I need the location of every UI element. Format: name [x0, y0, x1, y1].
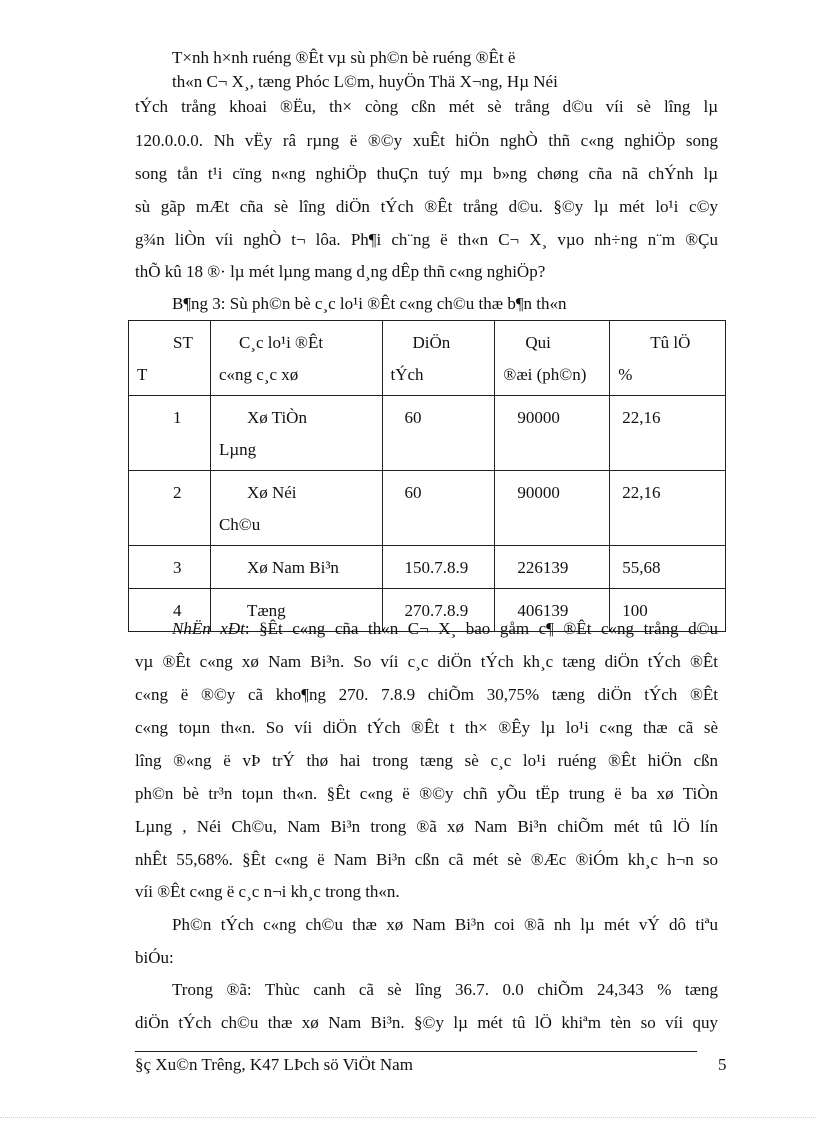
- header-land-type: C¸c lo¹i ®Êt c«ng c¸c xø: [210, 321, 382, 396]
- cell-land-name: Xø TiÒn Lµng: [210, 396, 382, 471]
- land-distribution-table: [128, 320, 726, 632]
- header-converted: Qui ®æi (ph©n): [495, 321, 610, 396]
- cell-area: 60: [382, 396, 495, 471]
- page-bottom-edge: [0, 1117, 816, 1118]
- para2-line: c«ng ë ®©y cã kho¶ng 270. 7.8.9 chiÕm 30,75% tæng diÖn tÝch ®Êt: [135, 685, 718, 704]
- table-row: [129, 471, 726, 546]
- cell-area: 270.7.8.9: [382, 589, 495, 632]
- para2-line: c«ng toµn th«n. So víi diÖn tÝch ®Êt t th× ®Êy lµ lo¹i c«ng thæ cã sè: [135, 718, 718, 737]
- table-caption: B¶ng 3: Sù ph©n bè c¸c lo¹i ®Êt c«ng ch©u thæ b¶n th«n: [172, 294, 567, 313]
- para2-line: Lµng , Néi Ch©u, Nam Bi³n trong ®ã xø Nam Bi³n chiÕm mét tû lÖ lín: [135, 817, 718, 836]
- para2-line: vµ ®Êt c«ng xø Nam Bi³n. So víi c¸c diÖn tÝch kh¸c tæng diÖn tÝch ®Êt: [135, 652, 718, 671]
- para1-line: g¾n liÒn víi nghÒ t¬ lôa. Ph¶i ch¨ng ë th«n C¬ X¸ vµo nh÷ng n¨m ®Çu: [135, 230, 718, 249]
- cell-ratio: 22,16: [610, 396, 726, 471]
- header-stt: ST T: [129, 321, 211, 396]
- cell-area: 150.7.8.9: [382, 546, 495, 589]
- cell-stt: 2: [129, 471, 211, 546]
- note-label: NhËn xÐt: [172, 619, 245, 638]
- header-ratio: Tû lÖ %: [610, 321, 726, 396]
- para1-line: sù gãp mÆt cña sè lîng diÖn tÝch ®Êt trång d©u. §©y lµ mét lo¹i c©y: [135, 197, 718, 216]
- cell-land-name: Xø Nam Bi³n: [210, 546, 382, 589]
- para1-line: thÕ kû 18 ®· lµ mét lµng mang d¸ng dÊp thñ c«ng nghiÖp?: [135, 262, 546, 281]
- para4-line: Trong ®ã: Thùc canh cã sè lîng 36.7. 0.0 chiÕm 24,343 % tæng: [172, 980, 718, 999]
- para2-line: víi ®Êt c«ng ë c¸c n¬i kh¸c trong th«n.: [135, 882, 400, 901]
- cell-ratio: 22,16: [610, 471, 726, 546]
- para2-first-line: NhËn xÐt: §Êt c«ng cña th«n C¬ X¸ bao gåm c¶ ®Êt c«ng trång d©u: [172, 619, 718, 638]
- cell-stt: 3: [129, 546, 211, 589]
- cell-converted: 226139: [495, 546, 610, 589]
- heading-line-2: th«n C¬ X¸, tæng Phóc L©m, huyÖn Thä X¬ng, Hµ Néi: [172, 72, 558, 91]
- cell-converted: 90000: [495, 396, 610, 471]
- header-area: DiÖn tÝch: [382, 321, 495, 396]
- cell-converted: 406139: [495, 589, 610, 632]
- para3-line: Ph©n tÝch c«ng ch©u thæ xø Nam Bi³n coi ®ã nh lµ mét vÝ dô tiªu: [172, 915, 718, 934]
- para2-line: lîng ®«ng ë vÞ trÝ thø hai trong tæng sè c¸c lo¹i ruéng ®Êt hiÖn cßn: [135, 751, 718, 770]
- cell-stt: 1: [129, 396, 211, 471]
- cell-converted: 90000: [495, 471, 610, 546]
- footer-author: §ç Xu©n Trêng, K47 LÞch sö ViÖt Nam: [135, 1055, 413, 1074]
- page-number: 5: [718, 1055, 727, 1074]
- table-header-row: [129, 321, 726, 396]
- cell-ratio: 55,68: [610, 546, 726, 589]
- cell-land-name: Tæng: [210, 589, 382, 632]
- cell-area: 60: [382, 471, 495, 546]
- para1-line: song tån t¹i cïng n«ng nghiÖp thuÇn tuý mµ b»ng chøng cña nã chÝnh lµ: [135, 164, 718, 183]
- para2-line: ph©n bè tr³n toµn th«n. §Êt c«ng ë ®©y chñ yÕu tËp trung ë ba xø TiÒn: [135, 784, 718, 803]
- cell-ratio: 100: [610, 589, 726, 632]
- para1-line: 120.0.0.0. Nh vËy râ rµng ë ®©y xuÊt hiÖn nghÒ thñ c«ng nghiÖp song: [135, 131, 718, 150]
- table-row: [129, 546, 726, 589]
- table-row: [129, 396, 726, 471]
- footer-divider: [135, 1051, 697, 1052]
- para2-line: nhÊt 55,68%. §Êt c«ng ë Nam Bi³n cßn cã mét sè ®Æc ®iÓm kh¸c h¬n so: [135, 850, 718, 869]
- para3-line: biÓu:: [135, 948, 174, 967]
- para1-line: tÝch trång khoai ®Ëu, th× còng cßn mét sè trång d©u víi sè lîng lµ: [135, 97, 718, 116]
- para4-line: diÖn tÝch ch©u thæ xø Nam Bi³n. §©y lµ mét tû lÖ khiªm tèn so víi quy: [135, 1013, 718, 1032]
- cell-stt: 4: [129, 589, 211, 632]
- cell-land-name: Xø Néi Ch©u: [210, 471, 382, 546]
- heading-line-1: T×nh h×nh ruéng ®Êt vµ sù ph©n bè ruéng ®Êt ë: [172, 48, 516, 67]
